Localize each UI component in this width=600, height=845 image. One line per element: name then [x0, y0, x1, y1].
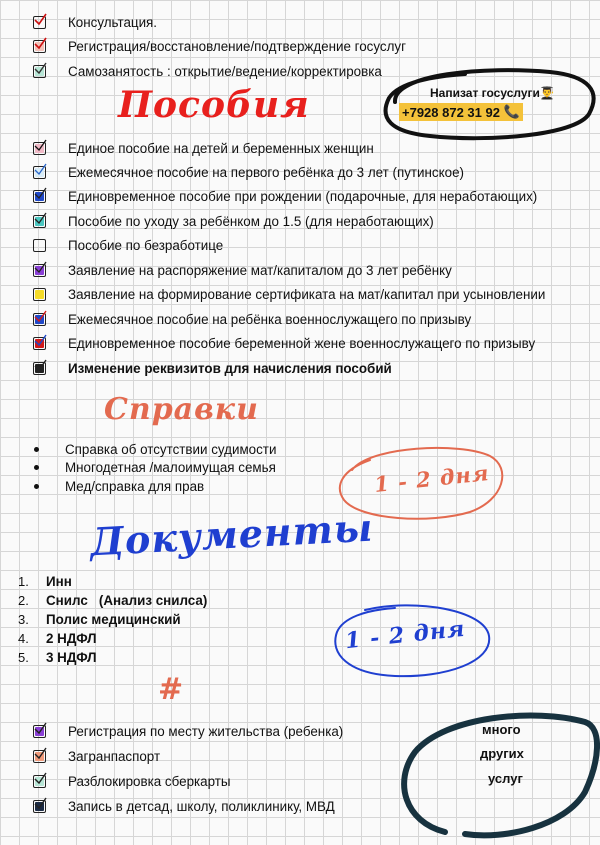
other-service-label: Загранпаспорт — [68, 748, 161, 764]
checkbox — [33, 313, 46, 326]
checkbox — [33, 775, 46, 788]
phone-icon: 📞 — [503, 104, 520, 119]
document-number: 5. — [18, 650, 29, 665]
document-number: 2. — [18, 593, 29, 608]
certificate-label: Многодетная /малоимущая семья — [65, 460, 276, 475]
benefit-item — [33, 138, 374, 158]
checkbox — [33, 16, 46, 29]
document-label: Полис медицинский — [46, 612, 181, 627]
checkbox — [33, 190, 46, 203]
benefit-item — [33, 309, 471, 329]
checkbox — [33, 215, 46, 228]
service-label: Консультация. — [68, 14, 158, 30]
certificate-item — [34, 458, 276, 477]
checkbox — [33, 166, 46, 179]
benefit-item — [33, 235, 223, 255]
benefit-item — [33, 186, 537, 206]
other-service-label: Регистрация по месту жительства (ребенка) — [68, 723, 344, 739]
checkbox — [33, 362, 46, 375]
benefit-label: Ежемесячное пособие на первого ребёнка до 3 лет (путинское) — [68, 164, 464, 180]
other-service-item — [33, 746, 160, 766]
document-item — [18, 572, 72, 591]
other-service-label: Запись в детсад, школу, поликлинику, МВД — [68, 798, 335, 814]
phone-number[interactable]: +7928 872 31 92 — [402, 104, 500, 120]
contact-phone[interactable] — [399, 103, 523, 121]
other-service-item — [33, 721, 343, 741]
checkbox — [33, 725, 46, 738]
more-line-3: услуг — [488, 771, 523, 786]
benefit-label: Пособие по уходу за ребёнком до 1.5 (для неработающих) — [68, 213, 434, 229]
document-label: 2 НДФЛ — [46, 631, 97, 646]
document-label: Снилс (Анализ снилса) — [46, 593, 208, 608]
checkbox — [33, 288, 46, 301]
benefit-label: Единое пособие на детей и беременных женщин — [68, 140, 374, 156]
benefit-item — [33, 333, 535, 353]
checkbox-fill — [35, 290, 44, 299]
bullet — [34, 465, 39, 470]
benefit-label: Заявление на распоряжение мат/капиталом до 3 лет ребёнку — [68, 262, 452, 278]
more-line-2: других — [480, 746, 524, 761]
more-line-1: много — [482, 722, 521, 737]
service-label: Регистрация/восстановление/подтверждение госуслуг — [68, 38, 407, 54]
checkbox — [33, 65, 46, 78]
checkbox — [33, 239, 46, 252]
benefit-item — [33, 162, 464, 182]
checkbox — [33, 800, 46, 813]
bullet — [34, 447, 39, 452]
cert-time-text: 1 - 2 дня — [373, 460, 491, 497]
certificate-label: Справка об отсутствии судимости — [65, 442, 277, 457]
benefit-label: Пособие по безработице — [68, 237, 224, 253]
certificate-label: Мед/справка для прав — [65, 479, 205, 494]
benefit-item — [33, 211, 434, 231]
other-service-item — [33, 796, 335, 816]
benefit-item — [33, 358, 392, 378]
benefit-item — [33, 284, 545, 304]
document-number: 4. — [18, 631, 29, 646]
heading-benefits: Пособия — [118, 84, 310, 126]
document-item — [18, 629, 97, 648]
checkbox — [33, 40, 46, 53]
checkbox — [33, 750, 46, 763]
document-label: 3 НДФЛ — [46, 650, 97, 665]
service-self-employment — [33, 61, 382, 81]
checkbox — [33, 142, 46, 155]
bullet — [34, 484, 39, 489]
heading-documents: Документы — [89, 504, 375, 565]
benefit-item — [33, 260, 452, 280]
service-gosuslugi-registration — [33, 36, 406, 56]
doc-time-text: 1 - 2 дня — [343, 615, 467, 655]
benefit-label: Единовременное пособие беременной жене военнослужащего по призыву — [68, 335, 536, 351]
other-service-label: Разблокировка сберкарты — [68, 773, 231, 789]
document-label: Инн — [46, 574, 72, 589]
document-item — [18, 648, 97, 667]
document-number: 1. — [18, 574, 29, 589]
benefit-label: Единовременное пособие при рождении (подарочные, для неработающих) — [68, 188, 538, 204]
certificate-item — [34, 440, 276, 459]
service-label: Самозанятость : открытие/ведение/корректировка — [68, 63, 382, 79]
benefit-label: Изменение реквизитов для начисления пособий — [68, 360, 392, 376]
certificate-item — [34, 477, 204, 496]
contact-title-text: Напизат госуслуги — [430, 86, 540, 100]
document-number: 3. — [18, 612, 29, 627]
document-item — [18, 610, 181, 629]
contact-title — [430, 86, 555, 100]
checkbox — [33, 337, 46, 350]
checkbox — [33, 264, 46, 277]
benefit-label: Заявление на формирование сертификата на мат/капитал при усыновлении — [68, 286, 546, 302]
service-consultation — [33, 12, 157, 32]
heading-certificates: Справки — [104, 392, 259, 427]
student-emoji-icon: 👨‍🎓 — [539, 86, 555, 100]
document-item — [18, 591, 207, 610]
heading-hash: # — [158, 672, 185, 707]
benefit-label: Ежемесячное пособие на ребёнка военнослужащего по призыву — [68, 311, 472, 327]
checkbox-fill — [35, 241, 44, 250]
other-service-item — [33, 771, 231, 791]
